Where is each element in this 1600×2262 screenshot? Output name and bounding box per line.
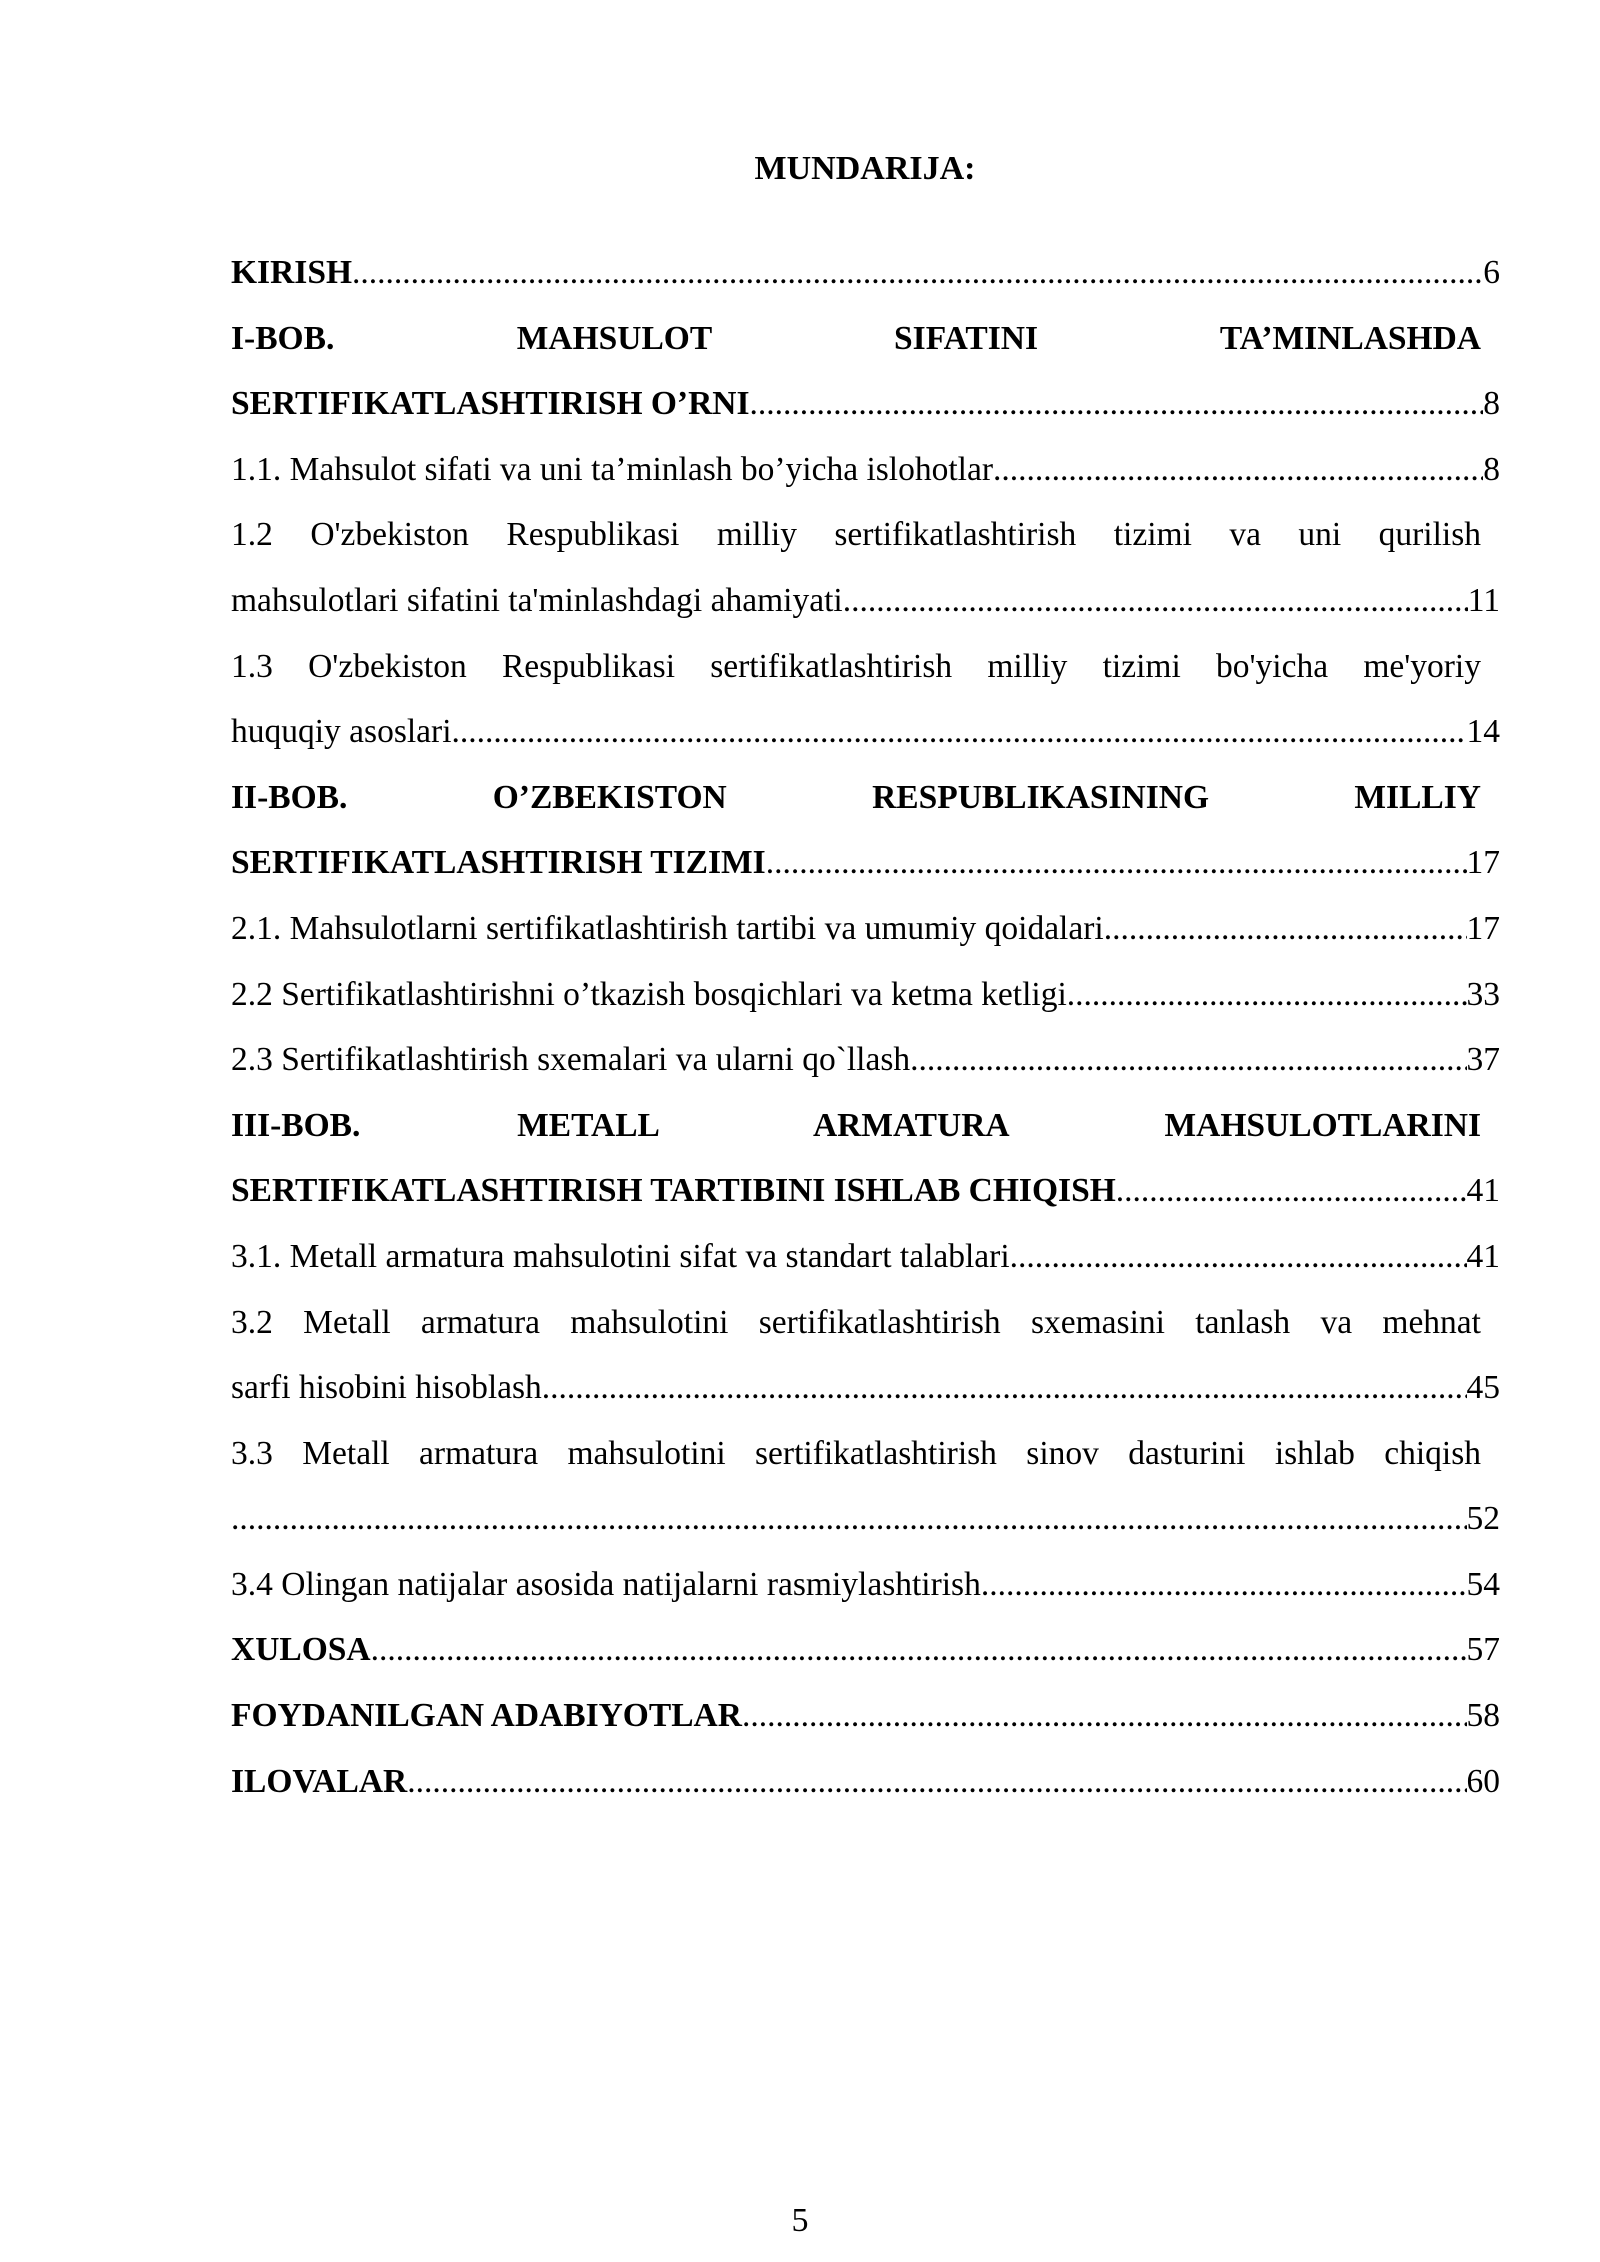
toc-entry-title: mahsulotlari sifatini ta'minlashdagi ahamiyati: [231, 581, 843, 619]
toc-entry-xulosa[interactable]: [231, 1617, 1500, 1683]
toc-entry-ilovalar[interactable]: [231, 1749, 1500, 1815]
toc-entry-title: huquqiy asoslari: [231, 713, 452, 751]
toc-entry-chapter-1[interactable]: [231, 371, 1500, 437]
toc-entry-3-3[interactable]: [231, 1486, 1500, 1552]
toc-entry-title: 2.3 Sertifikatlashtirish sxemalari va ularni qo`llash: [231, 1041, 911, 1079]
toc-page-number: 52: [1466, 1500, 1500, 1538]
dot-leader: [993, 437, 1483, 503]
toc-page-number: 45: [1466, 1369, 1500, 1407]
toc-entry-chapter-2[interactable]: [231, 830, 1500, 896]
dot-leader: [1104, 896, 1467, 962]
page-number: 5: [791, 2202, 809, 2239]
toc-entry-title: 2.2 Sertifikatlashtirishni o’tkazish bosqichlari va ketma ketligi: [231, 975, 1067, 1013]
toc-page-number: 14: [1466, 713, 1500, 751]
toc-entry-1-3[interactable]: [231, 699, 1500, 765]
toc-page-number: 60: [1466, 1762, 1500, 1800]
toc-page-number: 17: [1466, 844, 1500, 882]
toc-entry-title: sarfi hisobini hisoblash: [231, 1369, 542, 1407]
dot-leader: [371, 1617, 1467, 1683]
dot-leader: [1116, 1158, 1467, 1224]
toc-page-number: 54: [1466, 1565, 1500, 1603]
toc-entry-title: 3.1. Metall armatura mahsulotini sifat va standart talablari: [231, 1237, 1010, 1275]
toc-page-number: 6: [1483, 254, 1500, 291]
toc-entry-3-3-lead: 3.3 Metall armatura mahsulotini sertifikatlashtirish sinov dasturini ishlab chiqish: [231, 1434, 1481, 1472]
toc-page-number: 8: [1483, 385, 1500, 423]
toc-page-number: 41: [1466, 1237, 1500, 1275]
toc-entry-1-3-lead: 1.3 O'zbekiston Respublikasi sertifikatlashtirish milliy tizimi bo'yicha me'yoriy: [231, 647, 1481, 685]
dot-leader: [542, 1355, 1467, 1421]
toc-entry-title: 1.1. Mahsulot sifati va uni ta’minlash bo’yicha islohotlar: [231, 450, 993, 488]
toc-entry-1-1[interactable]: [231, 437, 1500, 503]
dot-leader: [1010, 1224, 1467, 1290]
toc-entry-title: ILOVALAR: [231, 1762, 408, 1800]
dot-leader: [742, 1683, 1467, 1749]
toc-page-number: 58: [1466, 1697, 1500, 1735]
dot-leader: [231, 1486, 1467, 1552]
toc-page-number: 17: [1466, 909, 1500, 947]
toc-entry-3-2-lead: 3.2 Metall armatura mahsulotini sertifikatlashtirish sxemasini tanlash va mehnat: [231, 1303, 1481, 1341]
dot-leader: [1067, 962, 1467, 1028]
dot-leader: [452, 699, 1467, 765]
toc-entry-title: 2.1. Mahsulotlarni sertifikatlashtirish tartibi va umumiy qoidalari: [231, 909, 1104, 947]
toc-page-number: 33: [1466, 975, 1500, 1013]
toc-entry-chapter-3[interactable]: [231, 1158, 1500, 1224]
toc-page-number: 41: [1466, 1172, 1500, 1210]
toc-entry-title: SERTIFIKATLASHTIRISH TARTIBINI ISHLAB CHIQISH: [231, 1172, 1116, 1210]
toc-entry-chapter-3-lead: III-BOB. METALL ARMATURA MAHSULOTLARINI: [231, 1106, 1481, 1144]
toc-page-number: 11: [1467, 581, 1500, 619]
toc-entry-3-1[interactable]: [231, 1224, 1500, 1290]
dot-leader: [910, 1027, 1466, 1093]
toc-entry-3-2[interactable]: [231, 1355, 1500, 1421]
dot-leader: [981, 1552, 1467, 1618]
toc-entry-1-2[interactable]: [231, 568, 1500, 634]
toc-entry-2-3[interactable]: [231, 1027, 1500, 1093]
dot-leader: [843, 568, 1468, 634]
dot-leader: [766, 830, 1467, 896]
toc-entry-title: SERTIFIKATLASHTIRISH TIZIMI: [231, 844, 766, 882]
toc-entry-3-4[interactable]: [231, 1552, 1500, 1618]
toc-entry-chapter-1-lead: I-BOB. MAHSULOT SIFATINI TA’MINLASHDA: [231, 319, 1481, 357]
toc-entry-2-2[interactable]: [231, 962, 1500, 1028]
toc-entry-title: KIRISH: [231, 254, 353, 291]
dot-leader: [750, 371, 1484, 437]
toc-entry-kirish[interactable]: [231, 240, 1500, 306]
toc-entry-title: SERTIFIKATLASHTIRISH O’RNI: [231, 385, 750, 423]
toc-entry-chapter-2-lead: II-BOB. O’ZBEKISTON RESPUBLIKASINING MILLIY: [231, 778, 1481, 816]
toc-entry-title: 3.4 Olingan natijalar asosida natijalarni rasmiylashtirish: [231, 1565, 981, 1603]
dot-leader: [407, 1749, 1466, 1815]
dot-leader: [352, 240, 1483, 306]
toc-page-number: 8: [1483, 450, 1500, 488]
table-of-contents: [231, 240, 1500, 1814]
toc-entry-1-2-lead: 1.2 O'zbekiston Respublikasi milliy sertifikatlashtirish tizimi va uni qurilish: [231, 516, 1481, 554]
page-title: MUNDARIJA:: [754, 150, 976, 187]
toc-entry-adabiyotlar[interactable]: [231, 1683, 1500, 1749]
toc-entry-2-1[interactable]: [231, 896, 1500, 962]
toc-page-number: 37: [1466, 1041, 1500, 1079]
toc-entry-title: XULOSA: [231, 1631, 371, 1669]
toc-entry-title: FOYDANILGAN ADABIYOTLAR: [231, 1697, 742, 1735]
toc-page-number: 57: [1466, 1631, 1500, 1669]
